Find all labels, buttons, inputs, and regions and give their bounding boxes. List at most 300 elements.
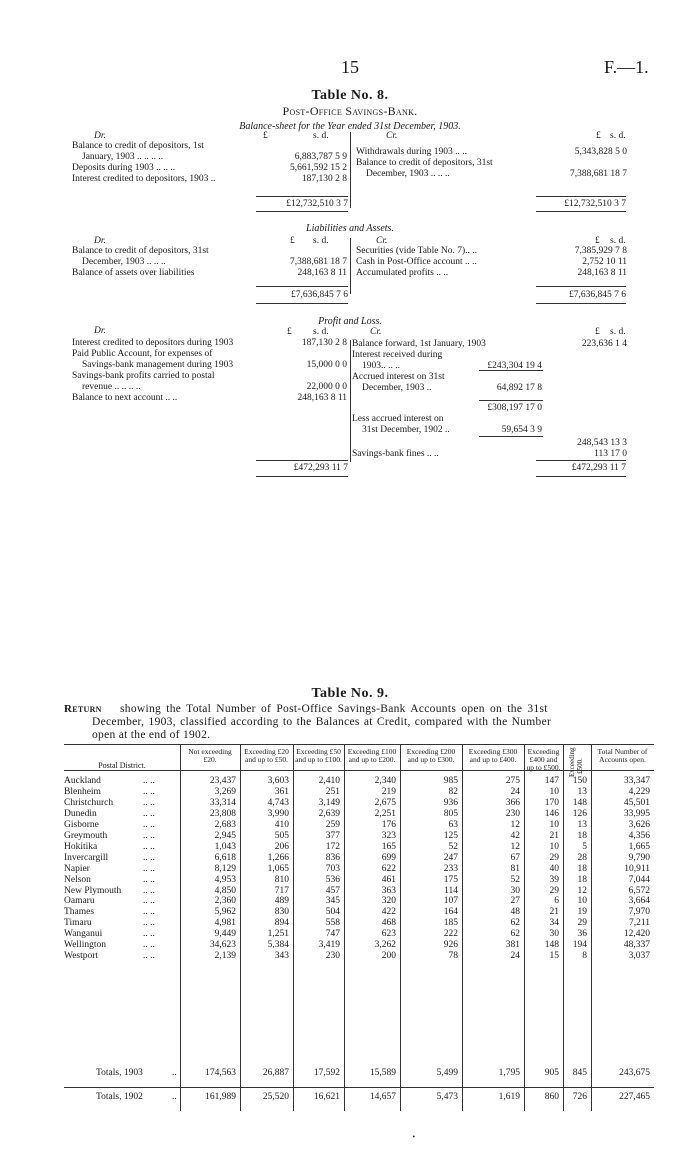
totals-cell: 17,592 [313, 1068, 340, 1078]
column-header: Exceeding £500. [568, 747, 584, 777]
entry-value: 5,661,592 15 2 [290, 163, 347, 173]
table-cell: 343 [274, 951, 289, 962]
table-cell: 147 [544, 776, 559, 786]
totals-cell: 25,520 [262, 1092, 289, 1102]
column-header: Exceeding £400 and up to £500. [526, 747, 561, 772]
table-cell: 2,675 [374, 797, 396, 808]
table-cell: 3,269 [214, 786, 236, 797]
la-right-pound: £ [595, 236, 600, 246]
table-cell: 13 [577, 819, 587, 830]
table-cell: 1,665 [628, 841, 650, 852]
entry-value: 248,163 8 11 [297, 268, 347, 278]
table-cell: 3,664 [628, 896, 650, 907]
table-cell: 10,911 [624, 863, 650, 874]
entry-label: Balance to credit of depositors, 1st [72, 141, 204, 151]
table-cell: 6 [554, 896, 559, 907]
table-cell: 9,449 [214, 929, 236, 940]
table-cell: 48 [510, 907, 520, 918]
table-cell: 3,419 [318, 940, 340, 951]
table-cell: 1,251 [267, 929, 289, 940]
table-cell: 623 [381, 929, 396, 940]
table-cell: 45,501 [623, 797, 650, 808]
entry-label: Balance to next account .. .. [72, 393, 178, 403]
totals-cell: 174,563 [205, 1068, 236, 1078]
totals-cell: 15,589 [369, 1068, 396, 1078]
table-cell: 27 [510, 896, 520, 907]
leader-dots: .. .. [143, 951, 155, 962]
table-cell: 62 [510, 929, 520, 940]
table-cell: 23,808 [209, 808, 236, 819]
entry-label: December, 1903 .. .. .. [82, 257, 166, 267]
table-cell: 219 [381, 786, 396, 797]
table-cell: 2,945 [214, 830, 236, 841]
table9-intro-line-3: open at the end of 1902. [92, 729, 211, 741]
bs-right-pound: £ [596, 131, 601, 141]
entry-value: 187,130 2 8 [301, 338, 347, 348]
district-name: Blenheim [64, 786, 101, 797]
pl-total-right: £472,293 11 7 [571, 463, 626, 473]
district-name: Christchurch [64, 797, 114, 808]
bs-left-sd: s. d. [313, 131, 329, 141]
table-cell: 62 [510, 918, 520, 929]
leader-dots: .. .. [143, 786, 155, 797]
table-cell: 323 [381, 830, 396, 841]
table-cell: 18 [577, 874, 587, 885]
table-cell: 172 [325, 841, 340, 852]
entry-label: Less accrued interest on [352, 414, 444, 424]
entry-value: 6,883,787 5 9 [294, 152, 347, 162]
column-header: Postal District. [98, 761, 146, 770]
balance-sheet-heading: Balance-sheet for the Year ended 31st December, 1903. [239, 121, 461, 132]
table-cell: 82 [448, 786, 458, 797]
bs-total-right: £12,732,510 3 7 [564, 199, 626, 209]
table-cell: 2,360 [214, 896, 236, 907]
table-cell: 622 [381, 863, 396, 874]
table-cell: 3,603 [267, 776, 289, 786]
table-cell: 222 [443, 929, 458, 940]
table-cell: 805 [443, 808, 458, 819]
leader-dots: .. .. [143, 863, 155, 874]
district-name: Auckland [64, 776, 101, 786]
table-cell: 194 [572, 940, 587, 951]
leader-dots: .. .. [143, 918, 155, 929]
table-cell: 936 [443, 797, 458, 808]
table-cell: 30 [549, 929, 559, 940]
table-cell: 366 [505, 797, 520, 808]
table-cell: 52 [448, 841, 458, 852]
totals-cell: 227,465 [619, 1092, 650, 1102]
table-cell: 114 [444, 885, 458, 896]
district-name: Wellington [64, 940, 106, 951]
table-cell: 489 [274, 896, 289, 907]
table-cell: 836 [325, 852, 340, 863]
table-cell: 34,623 [209, 940, 236, 951]
district-name: Thames [64, 907, 95, 918]
table-cell: 747 [325, 929, 340, 940]
table8-subtitle: Post-Office Savings-Bank. [282, 104, 418, 118]
table-cell: 7,044 [628, 874, 650, 885]
table-cell: 2,251 [374, 808, 396, 819]
entry-value: 248,163 8 11 [577, 268, 627, 278]
district-name: Westport [64, 951, 99, 962]
liabilities-heading: Liabilities and Assets. [306, 223, 394, 234]
table-cell: 18 [577, 863, 587, 874]
district-name: Timaru [64, 918, 92, 929]
table-cell: 176 [381, 819, 396, 830]
leader-dots: .. .. [143, 907, 155, 918]
table-cell: 505 [274, 830, 289, 841]
bs-total-left: £12,732,510 3 7 [286, 199, 348, 209]
table-cell: 1,266 [267, 852, 289, 863]
table-cell: 24 [510, 786, 520, 797]
column-header: Exceeding £100 and up to £200. [347, 747, 397, 764]
totals-cell: 845 [572, 1068, 587, 1078]
entry-label: December, 1903 .. .. .. [366, 169, 450, 179]
table-cell: 125 [443, 830, 458, 841]
entry-label: Deposits during 1903 .. .. .. [72, 163, 176, 173]
la-left-pound: £ [290, 236, 295, 246]
district-name: Wanganui [64, 929, 103, 940]
table-cell: 30 [510, 885, 520, 896]
entry-label: Savings-bank management during 1903 [82, 360, 234, 370]
leader-dots: .. .. [143, 940, 155, 951]
table-cell: 81 [510, 863, 520, 874]
table-cell: 468 [381, 918, 396, 929]
entry-subvalue: 64,892 17 8 [496, 383, 542, 393]
leader-dots: .. .. [143, 808, 155, 819]
table-cell: 29 [549, 852, 559, 863]
table-cell: 42 [510, 830, 520, 841]
column-header: Not exceeding £20. [188, 747, 232, 764]
document-reference: F.—1. [604, 57, 649, 77]
table-cell: 48,337 [623, 940, 650, 951]
table-cell: 9,790 [628, 852, 650, 863]
table-cell: 63 [448, 819, 458, 830]
entry-value: 5,343,828 5 0 [574, 147, 627, 157]
bs-cr-label: Cr. [386, 131, 398, 141]
table-cell: 23,437 [209, 776, 236, 786]
pl-right-sd: s. d. [610, 327, 626, 337]
table-cell: 175 [443, 874, 458, 885]
entry-label: Accumulated profits .. .. [356, 268, 449, 278]
entry-label: Interest credited to depositors during 1903 [72, 338, 234, 348]
pl-right-pound: £ [595, 327, 600, 337]
leader-dots: .. .. [143, 885, 155, 896]
table-cell: 1,043 [214, 841, 236, 852]
table-cell: 165 [381, 841, 396, 852]
table-cell: 33,314 [209, 797, 236, 808]
table-cell: 230 [325, 951, 340, 962]
pl-left-pound: £ [287, 327, 292, 337]
district-name: Nelson [64, 874, 91, 885]
table-cell: 5,384 [267, 940, 289, 951]
entry-label: Savings-bank profits carried to postal [72, 371, 215, 381]
table-cell: 10 [549, 786, 559, 797]
table-cell: 4,356 [628, 830, 650, 841]
totals-cell: 905 [544, 1068, 559, 1078]
leader-dots: .. .. [143, 797, 155, 808]
entry-label: Interest received during [352, 350, 443, 360]
table-cell: 148 [544, 940, 559, 951]
table-cell: 830 [274, 907, 289, 918]
totals-cell: 161,989 [205, 1092, 236, 1102]
entry-label: January, 1903 .. .. .. .. [82, 152, 164, 162]
entry-subvalue: 59,654 3 9 [501, 425, 542, 435]
entry-value: 113 17 0 [594, 449, 627, 459]
table-cell: 2,639 [318, 808, 340, 819]
la-left-sd: s. d. [313, 236, 329, 246]
table-cell: 461 [381, 874, 396, 885]
pl-total-left: £472,293 11 7 [293, 463, 348, 473]
table-cell: 126 [572, 808, 587, 819]
table-cell: 558 [325, 918, 340, 929]
table-cell: 361 [274, 786, 289, 797]
table-cell: 185 [443, 918, 458, 929]
entry-value: 248,543 13 3 [577, 438, 627, 448]
entry-value: 187,130 2 8 [301, 174, 347, 184]
totals-label: Totals, 1903 [96, 1068, 143, 1078]
totals-cell: 1,795 [498, 1068, 520, 1078]
table-cell: 275 [505, 776, 520, 786]
table9-intro-line-2: December, 1903, classified according to the Balances at Credit, compared with the Number [92, 716, 552, 728]
leader-dots: .. .. [143, 929, 155, 940]
table-cell: 410 [274, 819, 289, 830]
district-name: Greymouth [64, 830, 108, 841]
column-header: Total Number of Accounts open. [597, 747, 648, 764]
table-cell: 422 [381, 907, 396, 918]
district-name: Oamaru [64, 896, 95, 907]
table-cell: 107 [443, 896, 458, 907]
la-cr-label: Cr. [376, 236, 388, 246]
entry-value: 248,163 8 11 [297, 393, 347, 403]
totals-cell: 243,675 [619, 1068, 650, 1078]
entry-value: 2,752 10 11 [582, 257, 627, 267]
district-name: Napier [64, 863, 90, 874]
table9-title: Table No. 9. [311, 686, 389, 701]
table-cell: 3,626 [628, 819, 650, 830]
pl-cr-label: Cr. [370, 327, 382, 337]
table-cell: 377 [325, 830, 340, 841]
table-cell: 146 [544, 808, 559, 819]
column-header: Exceeding £200 and up to £300. [406, 747, 456, 764]
table-cell: 34 [549, 918, 559, 929]
table-cell: 381 [505, 940, 520, 951]
table-cell: 345 [325, 896, 340, 907]
table-cell: 5,962 [214, 907, 236, 918]
table-cell: 363 [381, 885, 396, 896]
table-cell: 7,211 [628, 918, 650, 929]
totals-cell: 14,657 [369, 1092, 396, 1102]
entry-value: 22,000 0 0 [306, 382, 347, 392]
table-cell: 2,139 [214, 951, 236, 962]
la-total-left: £7,636,845 7 6 [291, 290, 348, 300]
entry-label: Withdrawals during 1903 .. .. [356, 147, 467, 157]
table-cell: 717 [274, 885, 289, 896]
table-cell: 985 [443, 776, 458, 786]
entry-label: Paid Public Account, for expenses of [72, 349, 213, 359]
entry-subvalue: £243,304 19 4 [487, 361, 542, 371]
table-cell: 164 [443, 907, 458, 918]
table-cell: 12 [510, 841, 520, 852]
la-dr-label: Dr. [94, 236, 106, 246]
table-cell: 2,340 [374, 776, 396, 786]
table-cell: 4,981 [214, 918, 236, 929]
leader-dots: .. .. [143, 830, 155, 841]
entry-value: 15,000 0 0 [306, 360, 347, 370]
table-cell: 8 [582, 951, 587, 962]
table-cell: 170 [544, 797, 559, 808]
table-cell: 2,683 [214, 819, 236, 830]
bs-left-pound: £ [263, 131, 268, 141]
entry-label: revenue .. .. .. .. [82, 382, 141, 392]
district-name: Invercargill [64, 852, 109, 863]
table-cell: 4,743 [267, 797, 289, 808]
la-total-right: £7,636,845 7 6 [569, 290, 626, 300]
table-cell: 10 [577, 896, 587, 907]
district-name: Dunedin [64, 808, 97, 819]
table-cell: 200 [381, 951, 396, 962]
table-cell: 29 [549, 885, 559, 896]
table-cell: 39 [549, 874, 559, 885]
la-right-sd: s. d. [610, 236, 626, 246]
totals-cell: 26,887 [262, 1068, 289, 1078]
entry-label: Accrued interest on 31st [352, 372, 445, 382]
leader-dots: .. [172, 1092, 177, 1102]
table-cell: 67 [510, 852, 520, 863]
entry-value: 7,388,681 18 7 [570, 169, 627, 179]
entry-value: 223,636 1 4 [581, 339, 627, 349]
table-cell: 12,420 [623, 929, 650, 940]
entry-label: Savings-bank fines .. .. [352, 449, 439, 459]
leader-dots: .. .. [143, 852, 155, 863]
table-cell: 33,995 [623, 808, 650, 819]
table-cell: 21 [549, 907, 559, 918]
totals-label: Totals, 1902 [96, 1092, 143, 1102]
page-dot: • [412, 1134, 416, 1141]
entry-label: Cash in Post-Office account .. .. [356, 257, 477, 267]
table-cell: 13 [577, 786, 587, 797]
totals-cell: 860 [544, 1092, 559, 1102]
leader-dots: .. .. [143, 776, 155, 786]
table-cell: 699 [381, 852, 396, 863]
table-cell: 18 [577, 830, 587, 841]
entry-label: December, 1903 .. [362, 383, 432, 393]
table-cell: 4,953 [214, 874, 236, 885]
table8-title: Table No. 8. [311, 88, 389, 103]
table-cell: 5 [582, 841, 587, 852]
table-cell: 6,618 [214, 852, 236, 863]
pl-left-sd: s. d. [313, 327, 329, 337]
table-cell: 21 [549, 830, 559, 841]
entry-label: Balance forward, 1st January, 1903 [352, 339, 486, 349]
table-cell: 894 [274, 918, 289, 929]
table9-return-word: Return [64, 703, 102, 715]
table-cell: 4,850 [214, 885, 236, 896]
table-cell: 457 [325, 885, 340, 896]
totals-cell: 5,499 [436, 1068, 458, 1078]
table-cell: 810 [274, 874, 289, 885]
table-cell: 6,572 [628, 885, 650, 896]
table-cell: 24 [510, 951, 520, 962]
entry-label: Balance to credit of depositors, 31st [72, 246, 209, 256]
entry-value: 7,385,929 7 8 [574, 246, 627, 256]
district-name: New Plymouth [64, 885, 122, 896]
leader-dots: .. .. [143, 841, 155, 852]
table-cell: 7,970 [628, 907, 650, 918]
table-cell: 3,037 [628, 951, 650, 962]
totals-cell: 1,619 [498, 1092, 520, 1102]
pl-dr-label: Dr. [94, 326, 106, 336]
entry-label: Securities (vide Table No. 7).. .. [356, 246, 478, 256]
table-cell: 1,065 [267, 863, 289, 874]
table-cell: 4,229 [628, 786, 650, 797]
entry-label: Balance of assets over liabilities [72, 268, 195, 278]
column-header: Exceeding £50 and up to £100. [295, 747, 342, 764]
table-cell: 33,347 [623, 776, 650, 786]
table-cell: 12 [510, 819, 520, 830]
table-cell: 3,149 [318, 797, 340, 808]
table-cell: 251 [325, 786, 340, 797]
table-cell: 40 [549, 863, 559, 874]
table-cell: 10 [549, 841, 559, 852]
leader-dots: .. .. [143, 874, 155, 885]
table-cell: 3,990 [267, 808, 289, 819]
bs-right-sd: s. d. [610, 131, 626, 141]
table-cell: 19 [577, 907, 587, 918]
table-cell: 504 [325, 907, 340, 918]
table-cell: 259 [325, 819, 340, 830]
table-cell: 247 [443, 852, 458, 863]
table-cell: 320 [381, 896, 396, 907]
table-cell: 150 [572, 776, 587, 786]
table-cell: 29 [577, 918, 587, 929]
column-header: Exceeding £300 and up to £400. [468, 747, 518, 764]
entry-label: Interest credited to depositors, 1903 .. [72, 174, 216, 184]
leader-dots: .. [172, 1068, 177, 1078]
leader-dots: .. .. [143, 896, 155, 907]
entry-label: Balance to credit of depositors, 31st [356, 158, 493, 168]
column-header: Exceeding £20 and up to £50. [244, 747, 289, 764]
district-name: Gisborne [64, 819, 99, 830]
table-cell: 28 [577, 852, 587, 863]
leader-dots: .. .. [143, 819, 155, 830]
table-cell: 3,262 [374, 940, 396, 951]
table-cell: 12 [577, 885, 587, 896]
totals-cell: 726 [572, 1092, 587, 1102]
table-cell: 536 [325, 874, 340, 885]
table-cell: 926 [443, 940, 458, 951]
table-cell: 8,129 [214, 863, 236, 874]
district-name: Hokitika [64, 841, 98, 852]
bs-dr-label: Dr. [94, 131, 106, 141]
table-cell: 206 [274, 841, 289, 852]
table-cell: 36 [577, 929, 587, 940]
table-cell: 230 [505, 808, 520, 819]
totals-cell: 16,621 [313, 1092, 340, 1102]
table-cell: 703 [325, 863, 340, 874]
profit-loss-heading: Profit and Loss. [318, 316, 382, 327]
entry-subvalue: £308,197 17 0 [487, 403, 542, 413]
table-cell: 15 [549, 951, 559, 962]
page-number: 15 [341, 57, 359, 77]
table-cell: 148 [572, 797, 587, 808]
table-cell: 233 [443, 863, 458, 874]
table-cell: 52 [510, 874, 520, 885]
table-cell: 78 [448, 951, 458, 962]
table-cell: 10 [549, 819, 559, 830]
table-cell: 2,410 [318, 776, 340, 786]
entry-label: 1903.. .. .. [362, 361, 400, 371]
